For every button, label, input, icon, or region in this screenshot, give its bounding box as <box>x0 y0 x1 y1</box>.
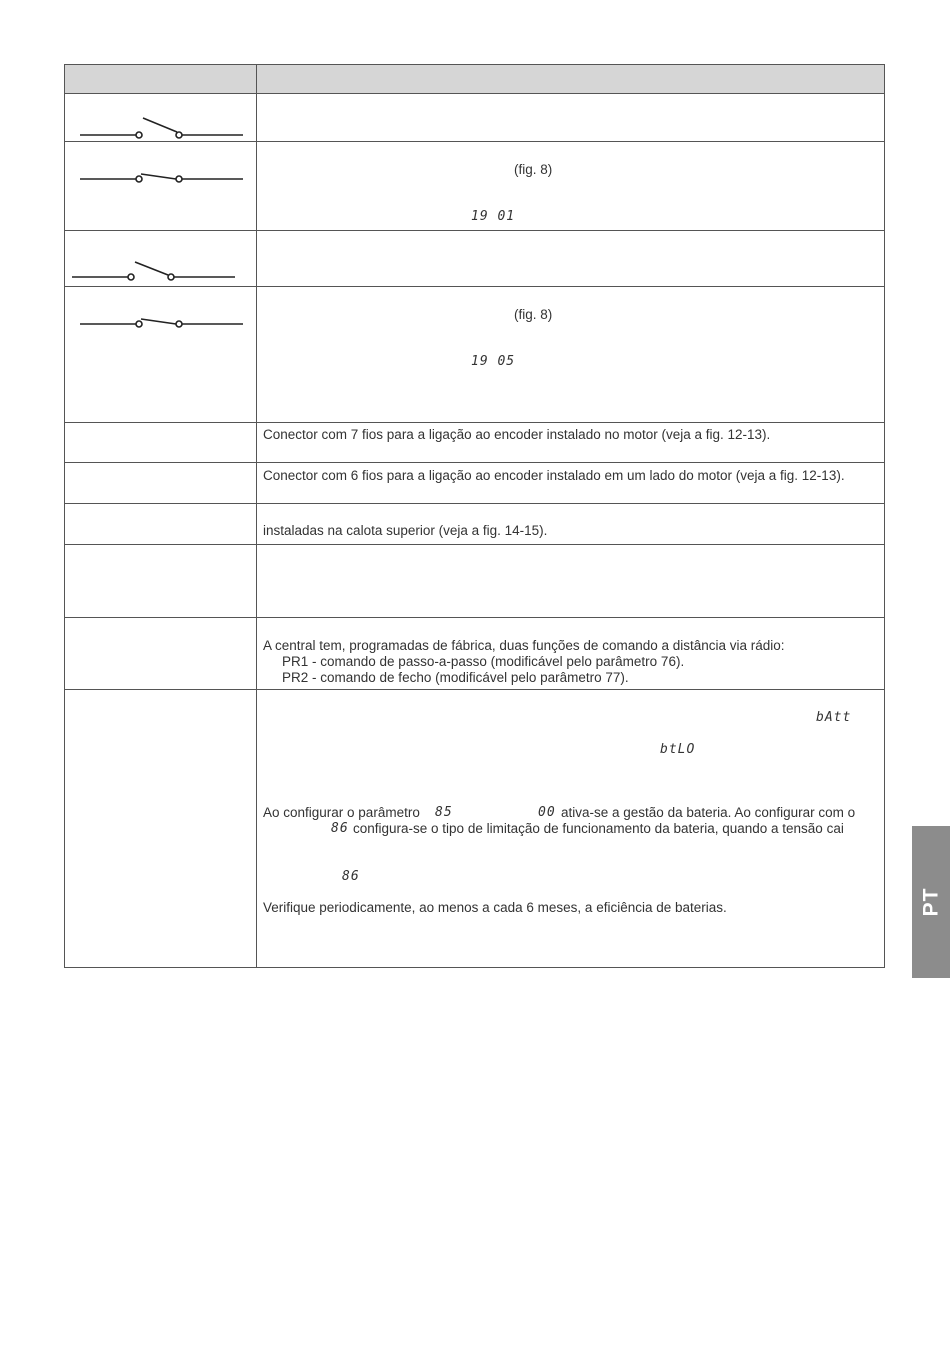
radio-pr1-text: PR1 - comando de passo-a-passo (modificável pelo parâmetro 76). <box>282 654 685 669</box>
battery-param-text-cont: ativa-se a gestão da bateria. Ao configurar com o <box>561 805 856 820</box>
label-cell <box>65 463 257 503</box>
radio-intro-text: A central tem, programadas de fábrica, duas funções de comando a distância via rádio: <box>263 638 785 653</box>
battery-param-text: Ao configurar o parâmetro <box>263 805 420 820</box>
encoder-7-wire-text: Conector com 7 fios para a ligação ao encoder instalado no motor (veja a fig. 12-13). <box>263 427 771 442</box>
description-cell <box>257 287 884 422</box>
switch-closed-icon <box>65 287 257 423</box>
table-row <box>65 689 884 967</box>
calota-text: instaladas na calota superior (veja a fig. 14-15). <box>263 523 548 538</box>
header-cell-left <box>65 65 257 93</box>
description-cell <box>257 545 884 617</box>
dip-switch-off-cell <box>65 94 257 141</box>
display-code-btlo: btLO <box>660 742 696 757</box>
switch-open-icon <box>65 231 257 287</box>
description-cell <box>257 423 884 462</box>
description-cell <box>257 231 884 286</box>
dip-switch-on-cell <box>65 142 257 230</box>
battery-limit-text: configura-se o tipo de limitação de funcionamento da bateria, quando a tensão cai <box>353 821 844 836</box>
description-cell <box>257 463 884 503</box>
display-code-86: 86 <box>331 821 349 836</box>
fig-reference: (fig. 8) <box>514 307 553 322</box>
table-row <box>65 617 884 689</box>
description-cell <box>257 504 884 544</box>
label-cell <box>65 504 257 544</box>
radio-pr2-text: PR2 - comando de fecho (modificável pelo parâmetro 77). <box>282 670 629 685</box>
label-cell <box>65 545 257 617</box>
display-code-batt: bAtt <box>816 710 852 725</box>
dip-switch-on-cell <box>65 287 257 422</box>
description-cell <box>257 94 884 141</box>
switch-open-icon <box>65 94 257 142</box>
switch-closed-icon <box>65 142 257 231</box>
header-cell-right <box>257 65 884 93</box>
label-cell <box>65 690 257 967</box>
table-row <box>65 141 884 230</box>
battery-check-text: Verifique periodicamente, ao menos a cada 6 meses, a eficiência de baterias. <box>263 900 727 915</box>
fig-reference: (fig. 8) <box>514 162 553 177</box>
display-code-00: 00 <box>538 805 556 820</box>
table-header-row <box>65 65 884 93</box>
table-row <box>65 93 884 141</box>
dip-switch-off-cell <box>65 231 257 286</box>
table-row <box>65 422 884 462</box>
table-row <box>65 544 884 617</box>
table-row <box>65 503 884 544</box>
display-code-86: 86 <box>342 869 360 884</box>
language-tab-label: PT <box>919 887 942 917</box>
table-row <box>65 286 884 422</box>
table-row <box>65 462 884 503</box>
label-cell <box>65 423 257 462</box>
settings-table <box>64 64 885 968</box>
display-code: 19 05 <box>471 354 516 369</box>
display-code-85: 85 <box>435 805 453 820</box>
language-tab <box>912 826 950 978</box>
table-row <box>65 230 884 286</box>
label-cell <box>65 618 257 689</box>
battery-description-cell <box>257 690 884 967</box>
display-code: 19 01 <box>471 209 516 224</box>
description-cell <box>257 618 884 689</box>
description-cell <box>257 142 884 230</box>
encoder-6-wire-text: Conector com 6 fios para a ligação ao encoder instalado em um lado do motor (veja a fig. 12-13). <box>263 468 845 483</box>
